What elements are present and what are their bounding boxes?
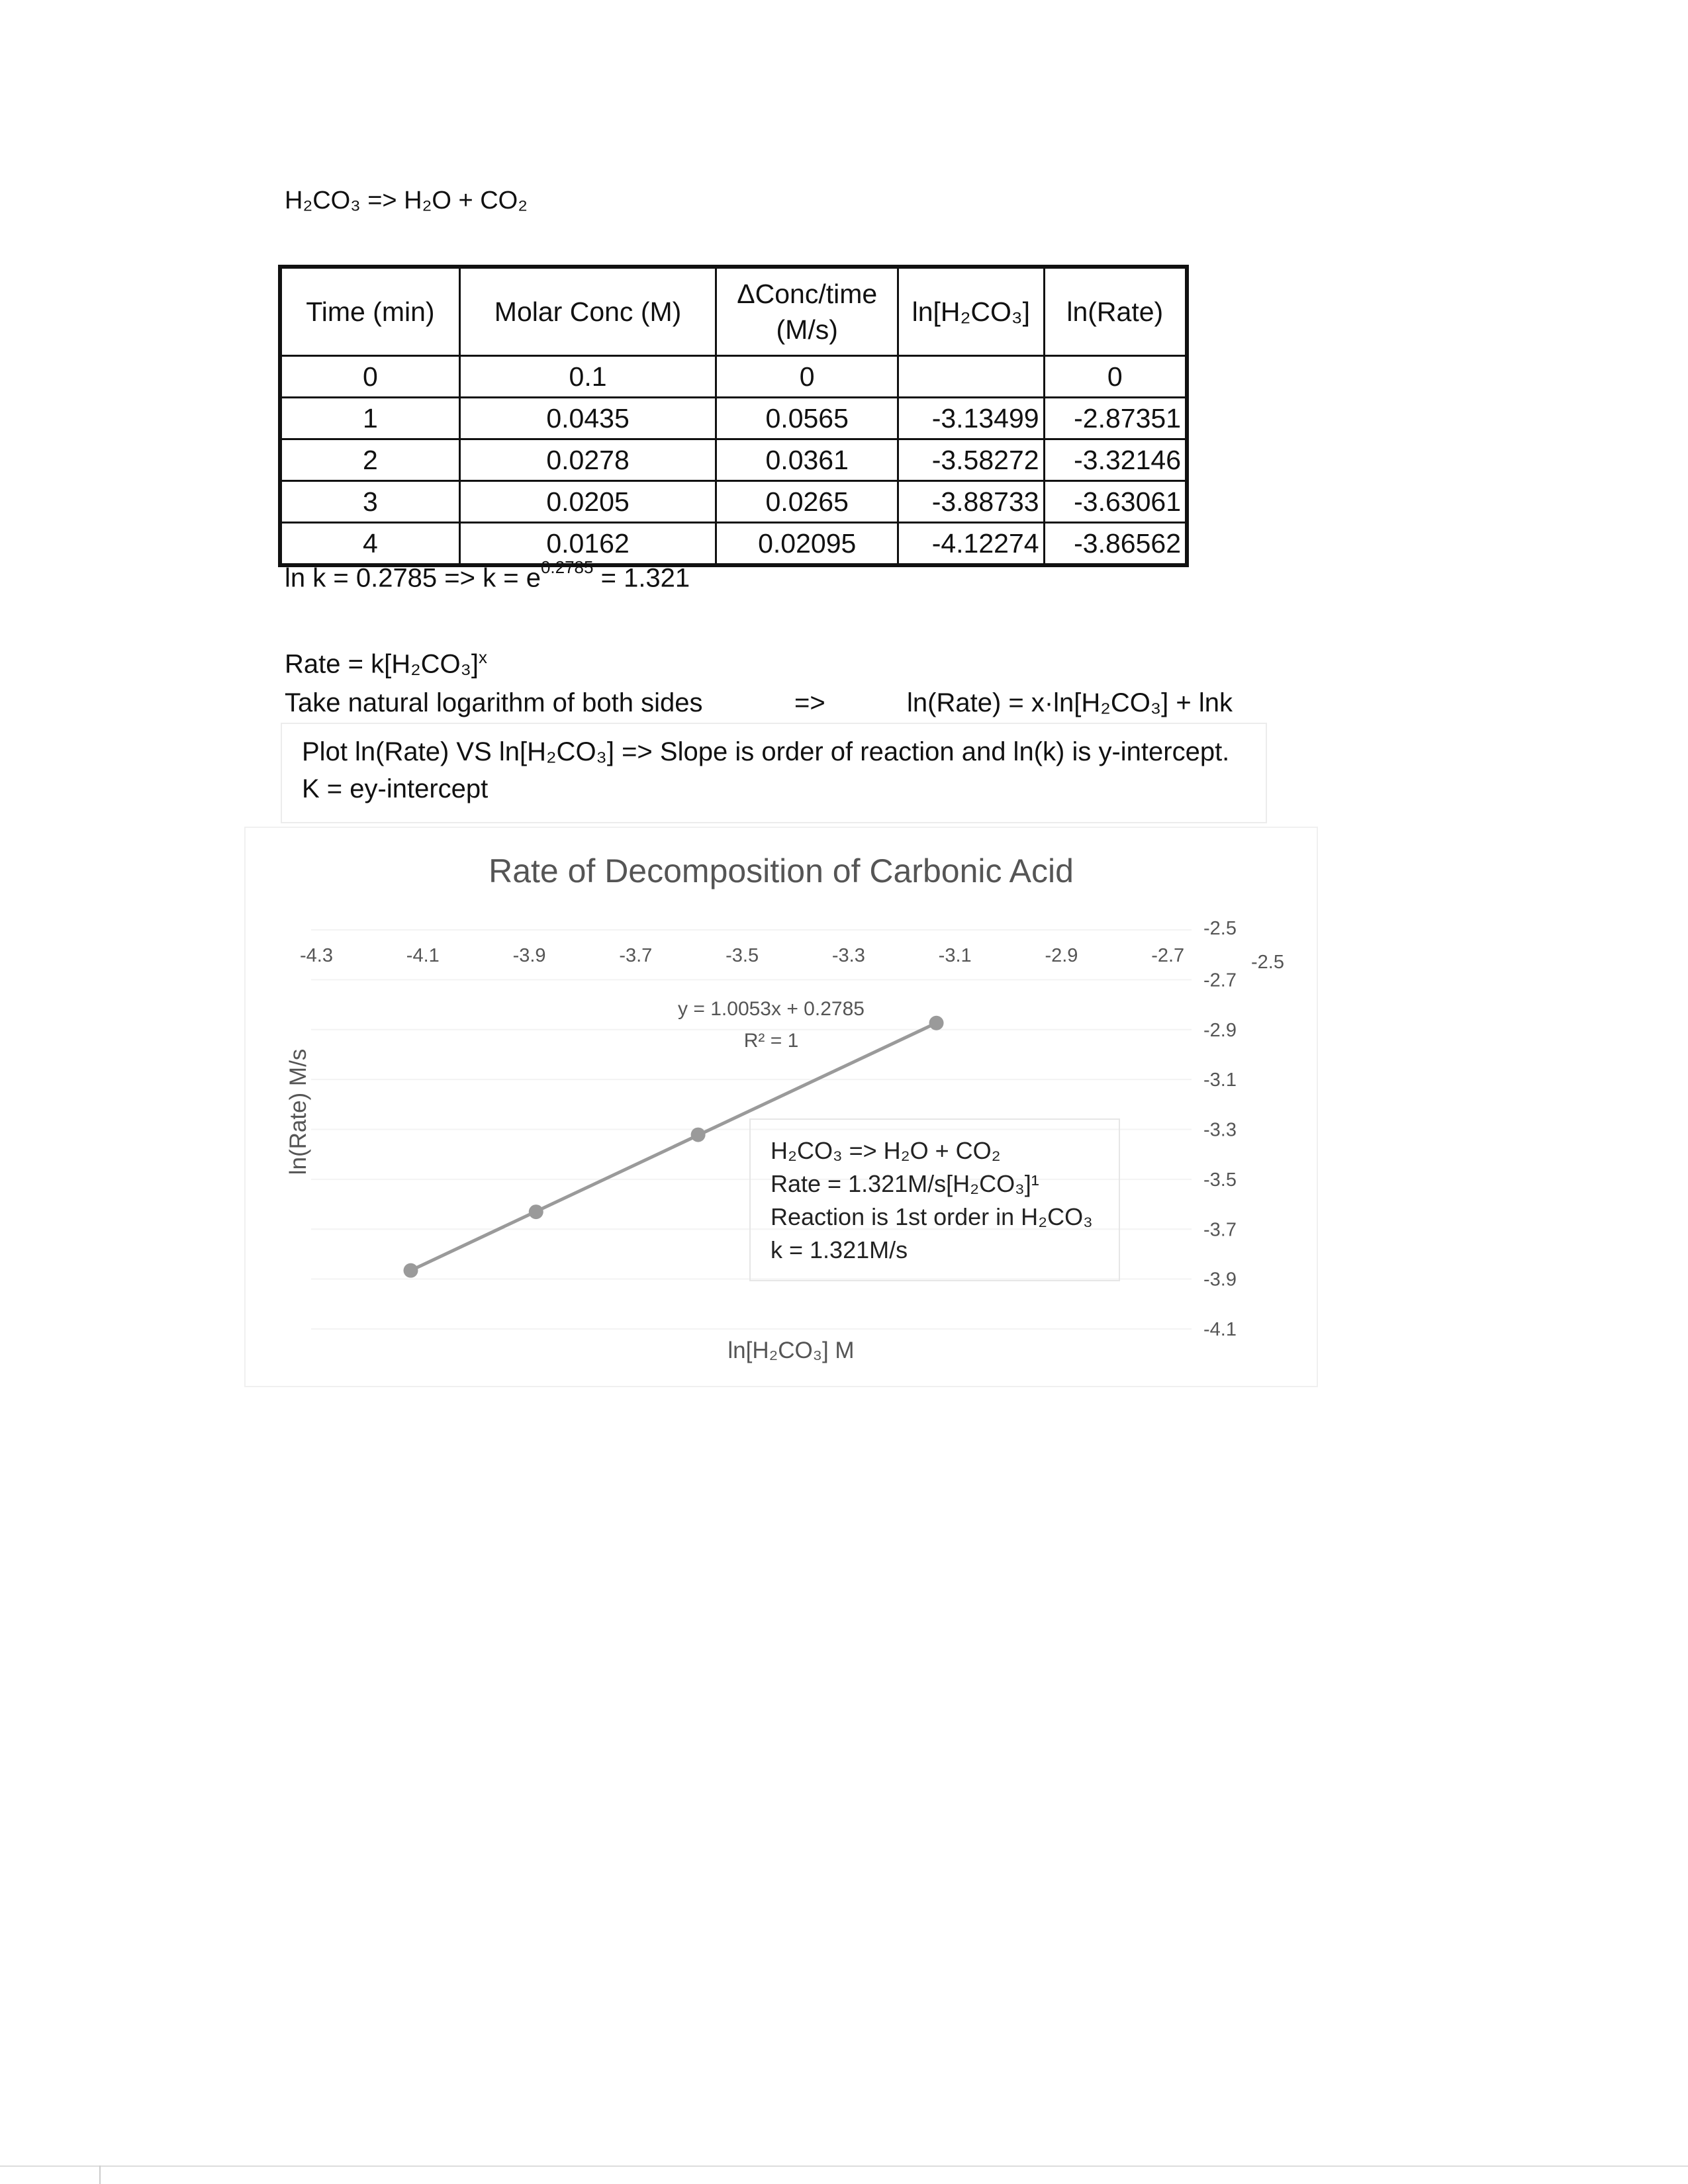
x-tick-label: -4.1 <box>406 945 440 966</box>
x-tick-label-right: -2.5 <box>1251 952 1284 973</box>
chart-area <box>245 827 1317 1387</box>
data-point <box>529 1205 543 1219</box>
cell: -3.32146 <box>1044 439 1187 481</box>
y-tick-label: -2.9 <box>1203 1019 1237 1041</box>
y-tick-label: -2.5 <box>1203 918 1237 939</box>
cell: -3.58272 <box>898 439 1044 481</box>
x-tick-label: -3.7 <box>619 945 653 966</box>
x-tick-label: -3.1 <box>938 945 972 966</box>
cell: -3.88733 <box>898 481 1044 523</box>
x-tick-label: -2.9 <box>1045 945 1078 966</box>
data-point <box>691 1128 706 1142</box>
y-tick-label: -3.5 <box>1203 1169 1237 1191</box>
lnk-exponent: 0.2785 <box>540 557 594 577</box>
header-ln-conc: ln[H₂CO₃] <box>898 267 1044 356</box>
header-ln-rate: ln(Rate) <box>1044 267 1187 356</box>
annotation-reaction: H₂CO₃ => H₂O + CO₂ <box>771 1137 1001 1164</box>
cell: 0.0565 <box>716 398 898 439</box>
x-tick-label: -4.3 <box>300 945 333 966</box>
cell: 1 <box>280 398 459 439</box>
y-tick-label: -3.3 <box>1203 1119 1237 1141</box>
trendline-r2: R² = 1 <box>743 1030 799 1052</box>
annotation-rate-law: Rate = 1.321M/s[H₂CO₃]¹ <box>771 1170 1039 1197</box>
take-log-text: Take natural logarithm of both sides <box>285 688 703 717</box>
y-axis-title: ln(Rate) M/s <box>285 1048 311 1175</box>
cell: 0 <box>1044 356 1187 398</box>
header-rate: ΔConc/time (M/s) <box>716 267 898 356</box>
log-equation: ln(Rate) = x·ln[H₂CO₃] + lnk <box>907 688 1233 717</box>
rate-law-base: Rate = k[H₂CO₃] <box>285 649 479 679</box>
cell: -4.12274 <box>898 523 1044 566</box>
header-molar-conc: Molar Conc (M) <box>459 267 716 356</box>
cell: 0 <box>280 356 459 398</box>
chart-title: Rate of Decomposition of Carbonic Acid <box>489 852 1074 889</box>
cell: -3.63061 <box>1044 481 1187 523</box>
data-point <box>929 1016 944 1030</box>
x-axis-title: ln[H₂CO₃] M <box>727 1338 855 1363</box>
cell: 0.0361 <box>716 439 898 481</box>
reaction-equation: H₂CO₃ => H₂O + CO₂ <box>285 187 528 214</box>
chart-annotation-box <box>749 1118 1120 1281</box>
x-tick-label: -3.5 <box>726 945 759 966</box>
cell: 4 <box>280 523 459 566</box>
cell: 0.0162 <box>459 523 716 566</box>
scan-edge-line <box>0 2165 1688 2167</box>
x-tick-label: -2.7 <box>1151 945 1185 966</box>
annotation-order: Reaction is 1st order in H₂CO₃ <box>771 1203 1093 1230</box>
trendline-equation: y = 1.0053x + 0.2785 <box>678 998 865 1020</box>
plot-note: Plot ln(Rate) VS ln[H₂CO₃] => Slope is order of reaction and ln(k) is y-intercept. K = ey-intercept <box>281 723 1267 823</box>
lnk-suffix: = 1.321 <box>593 563 690 593</box>
arrow-symbol: => <box>794 688 825 717</box>
y-tick-label: -2.7 <box>1203 970 1237 991</box>
scan-edge-tick <box>99 2165 101 2184</box>
cell: -3.13499 <box>898 398 1044 439</box>
cell: -2.87351 <box>1044 398 1187 439</box>
cell: 0.0205 <box>459 481 716 523</box>
x-tick-label: -3.3 <box>831 945 865 966</box>
cell: 0.1 <box>459 356 716 398</box>
annotation-k-value: k = 1.321M/s <box>771 1236 908 1263</box>
y-tick-label: -4.1 <box>1203 1319 1237 1340</box>
data-point <box>403 1263 418 1278</box>
rate-law-exponent: x <box>479 647 488 667</box>
cell: 0.0435 <box>459 398 716 439</box>
cell: 3 <box>280 481 459 523</box>
y-tick-label: -3.9 <box>1203 1269 1237 1291</box>
y-tick-label: -3.7 <box>1203 1219 1237 1241</box>
x-tick-label: -3.9 <box>512 945 546 966</box>
cell: 0.02095 <box>716 523 898 566</box>
header-time: Time (min) <box>280 267 459 356</box>
x-axis-ticks <box>300 945 1184 966</box>
y-tick-label: -3.1 <box>1203 1069 1237 1091</box>
cell: -3.86562 <box>1044 523 1187 566</box>
y-axis-ticks <box>1203 918 1237 1340</box>
cell: 2 <box>280 439 459 481</box>
cell: 0.0278 <box>459 439 716 481</box>
lnk-prefix: ln k = 0.2785 => k = e <box>285 563 541 593</box>
cell: 0 <box>716 356 898 398</box>
cell: 0.0265 <box>716 481 898 523</box>
